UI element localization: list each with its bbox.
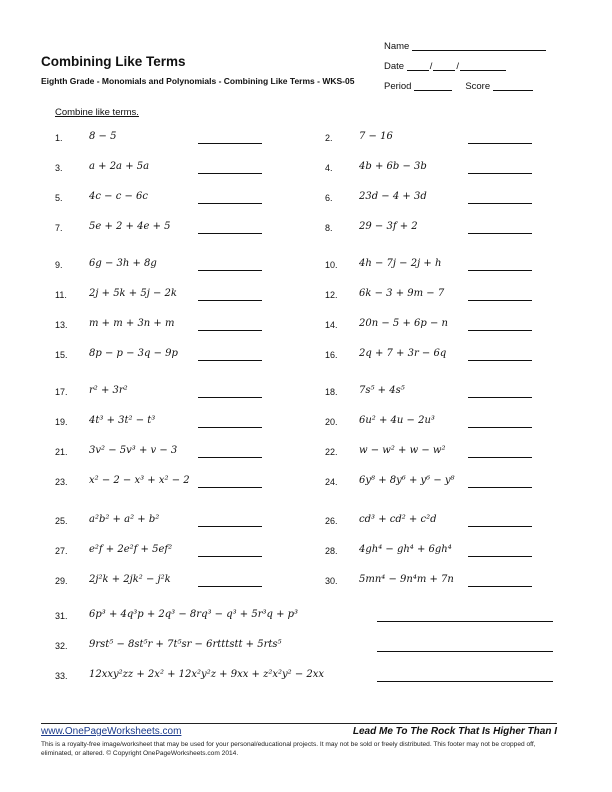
footer-link[interactable]: www.OnePageWorksheets.com [41, 726, 182, 737]
problem-expression: w − w² + w − w² [359, 445, 446, 456]
problem-expression: 29 − 3f + 2 [359, 221, 418, 232]
problem-number: 29. [55, 576, 68, 586]
problem-number: 30. [325, 576, 338, 586]
problem-item [55, 288, 264, 304]
name-line[interactable] [412, 40, 546, 51]
problem-item [325, 475, 534, 491]
answer-line[interactable] [198, 396, 262, 398]
problem-number: 17. [55, 387, 68, 397]
problem-item [55, 161, 264, 177]
problem-item [325, 544, 534, 560]
problem-expression: 3v² − 5v³ + v − 3 [89, 445, 178, 456]
problem-item [325, 514, 534, 530]
problem-item [325, 574, 534, 590]
problem-number: 16. [325, 350, 338, 360]
problem-expression: a²b² + a² + b² [89, 514, 160, 525]
problem-number: 15. [55, 350, 68, 360]
problem-expression: 7s⁵ + 4s⁵ [359, 385, 405, 396]
problem-number: 9. [55, 260, 63, 270]
answer-line[interactable] [468, 525, 532, 527]
answer-line[interactable] [198, 142, 262, 144]
answer-line[interactable] [198, 299, 262, 301]
problem-number: 14. [325, 320, 338, 330]
date-separator: / [456, 61, 459, 72]
answer-line[interactable] [468, 359, 532, 361]
score-label: Score [465, 81, 491, 92]
problem-item [325, 221, 534, 237]
problem-number: 11. [55, 290, 67, 300]
problem-expression: r² + 3r² [89, 385, 128, 396]
date-label: Date [384, 61, 405, 72]
date-day-line[interactable] [433, 60, 455, 71]
answer-line[interactable] [468, 299, 532, 301]
problem-expression: 7 − 16 [359, 131, 393, 142]
problem-number: 12. [325, 290, 338, 300]
answer-line[interactable] [198, 202, 262, 204]
problem-expression: x² − 2 − x³ + x² − 2 [89, 475, 190, 486]
footer-motto: Lead Me To The Rock That Is Higher Than I [352, 726, 557, 737]
problem-item [55, 574, 264, 590]
name-field [384, 40, 546, 52]
problem-expression: cd³ + cd² + c²d [359, 514, 437, 525]
problem-expression: 4c − c − 6c [89, 191, 148, 202]
period-score-field [384, 80, 533, 92]
problem-expression: 2j²k + 2jk² − j²k [89, 574, 171, 585]
problem-expression: 2j + 5k + 5j − 2k [89, 288, 177, 299]
answer-line[interactable] [468, 396, 532, 398]
problem-expression: m + m + 3n + m [89, 318, 175, 329]
answer-line[interactable] [198, 525, 262, 527]
answer-line[interactable] [198, 585, 262, 587]
answer-line[interactable] [198, 359, 262, 361]
period-line[interactable] [414, 80, 452, 91]
problem-number: 28. [325, 546, 338, 556]
problem-item [325, 161, 534, 177]
problem-number: 23. [55, 477, 68, 487]
problem-item [55, 318, 264, 334]
problem-item [55, 348, 264, 364]
problem-number: 31. [55, 611, 68, 621]
problem-item [55, 609, 555, 625]
score-line[interactable] [493, 80, 533, 91]
problem-item [325, 191, 534, 207]
problem-number: 8. [325, 223, 333, 233]
problem-expression: 20n − 5 + 6p − n [359, 318, 448, 329]
footer-copyright-note: This is a royalty-free image/worksheet that may be used for your personal/educational projects. It may not be sold or freely distributed. This footer may not be cropped off, eliminated, or altered. © Copyright OnePageWorksheets.com 2014. [41, 741, 536, 757]
answer-line[interactable] [468, 232, 532, 234]
problem-number: 4. [325, 163, 333, 173]
problem-number: 1. [55, 133, 63, 143]
answer-line[interactable] [198, 486, 262, 488]
problem-expression: e²f + 2e²f + 5ef² [89, 544, 173, 555]
problem-item [325, 318, 534, 334]
problem-item [325, 258, 534, 274]
problem-item [55, 385, 264, 401]
date-year-line[interactable] [460, 60, 506, 71]
problem-expression: 9rst⁵ − 8st⁵r + 7t⁵sr − 6rtttstt + 5rts⁵ [89, 639, 282, 650]
answer-line[interactable] [198, 329, 262, 331]
date-field [384, 60, 506, 72]
problem-number: 22. [325, 447, 338, 457]
problem-number: 5. [55, 193, 63, 203]
problem-number: 33. [55, 671, 68, 681]
problem-number: 2. [325, 133, 333, 143]
worksheet-title: Combining Like Terms [41, 54, 186, 69]
problem-expression: a + 2a + 5a [89, 161, 150, 172]
problem-item [325, 288, 534, 304]
problem-number: 24. [325, 477, 338, 487]
instructions: Combine like terms. [55, 107, 139, 118]
problem-expression: 6u² + 4u − 2u³ [359, 415, 435, 426]
answer-line[interactable] [468, 456, 532, 458]
problem-item [55, 475, 264, 491]
problem-item [55, 544, 264, 560]
problem-expression: 4h − 7j − 2j + h [359, 258, 442, 269]
problem-expression: 5mn⁴ − 9n⁴m + 7n [359, 574, 454, 585]
answer-line[interactable] [468, 172, 532, 174]
problem-item [325, 445, 534, 461]
answer-line[interactable] [468, 142, 532, 144]
problem-item [55, 415, 264, 431]
problem-item [55, 445, 264, 461]
problem-number: 32. [55, 641, 68, 651]
answer-line[interactable] [198, 426, 262, 428]
footer-divider [41, 723, 557, 724]
answer-line[interactable] [468, 555, 532, 557]
answer-line[interactable] [468, 329, 532, 331]
answer-line[interactable] [377, 650, 553, 652]
problem-item [55, 514, 264, 530]
answer-line[interactable] [377, 620, 553, 622]
problem-expression: 8 − 5 [89, 131, 117, 142]
answer-line[interactable] [377, 680, 553, 682]
problem-number: 13. [55, 320, 68, 330]
problem-expression: 6p³ + 4q³p + 2q³ − 8rq³ − q³ + 5r³q + p³ [89, 609, 299, 620]
problem-number: 18. [325, 387, 338, 397]
problem-expression: 6g − 3h + 8g [89, 258, 157, 269]
date-month-line[interactable] [407, 60, 429, 71]
answer-line[interactable] [198, 172, 262, 174]
problem-number: 27. [55, 546, 68, 556]
answer-line[interactable] [468, 426, 532, 428]
problem-number: 10. [325, 260, 338, 270]
answer-line[interactable] [468, 202, 532, 204]
name-label: Name [384, 41, 410, 52]
problem-expression: 8p − p − 3q − 9p [89, 348, 178, 359]
worksheet-subtitle: Eighth Grade - Monomials and Polynomials - Combining Like Terms - WKS-05 [41, 76, 355, 86]
problem-number: 19. [55, 417, 68, 427]
period-label: Period [384, 81, 412, 92]
problem-number: 7. [55, 223, 63, 233]
problem-expression: 4b + 6b − 3b [359, 161, 427, 172]
answer-line[interactable] [198, 269, 262, 271]
answer-line[interactable] [198, 232, 262, 234]
problem-expression: 4t³ + 3t² − t³ [89, 415, 156, 426]
problem-expression: 6k − 3 + 9m − 7 [359, 288, 445, 299]
answer-line[interactable] [198, 456, 262, 458]
problem-item [325, 385, 534, 401]
answer-line[interactable] [468, 486, 532, 488]
date-separator: / [429, 61, 433, 72]
problem-number: 6. [325, 193, 333, 203]
problem-expression: 23d − 4 + 3d [359, 191, 427, 202]
problem-number: 25. [55, 516, 68, 526]
problem-item [55, 221, 264, 237]
problem-number: 26. [325, 516, 338, 526]
problem-item [55, 669, 555, 685]
problem-item [55, 191, 264, 207]
problem-expression: 6y⁸ + 8y⁶ + y⁶ − y⁸ [359, 475, 455, 486]
problem-expression: 5e + 2 + 4e + 5 [89, 221, 171, 232]
problem-item [325, 348, 534, 364]
problem-number: 3. [55, 163, 63, 173]
problem-expression: 2q + 7 + 3r − 6q [359, 348, 447, 359]
problem-number: 21. [55, 447, 68, 457]
problem-expression: 12xxy²zz + 2x² + 12x²y²z + 9xx + z²x²y² − 2xx [89, 669, 325, 680]
answer-line[interactable] [468, 585, 532, 587]
problem-item [55, 131, 264, 147]
problem-item [325, 415, 534, 431]
problem-number: 20. [325, 417, 338, 427]
problem-item [55, 639, 555, 655]
problem-item [325, 131, 534, 147]
problem-item [55, 258, 264, 274]
answer-line[interactable] [198, 555, 262, 557]
answer-line[interactable] [468, 269, 532, 271]
problem-expression: 4gh⁴ − gh⁴ + 6gh⁴ [359, 544, 452, 555]
